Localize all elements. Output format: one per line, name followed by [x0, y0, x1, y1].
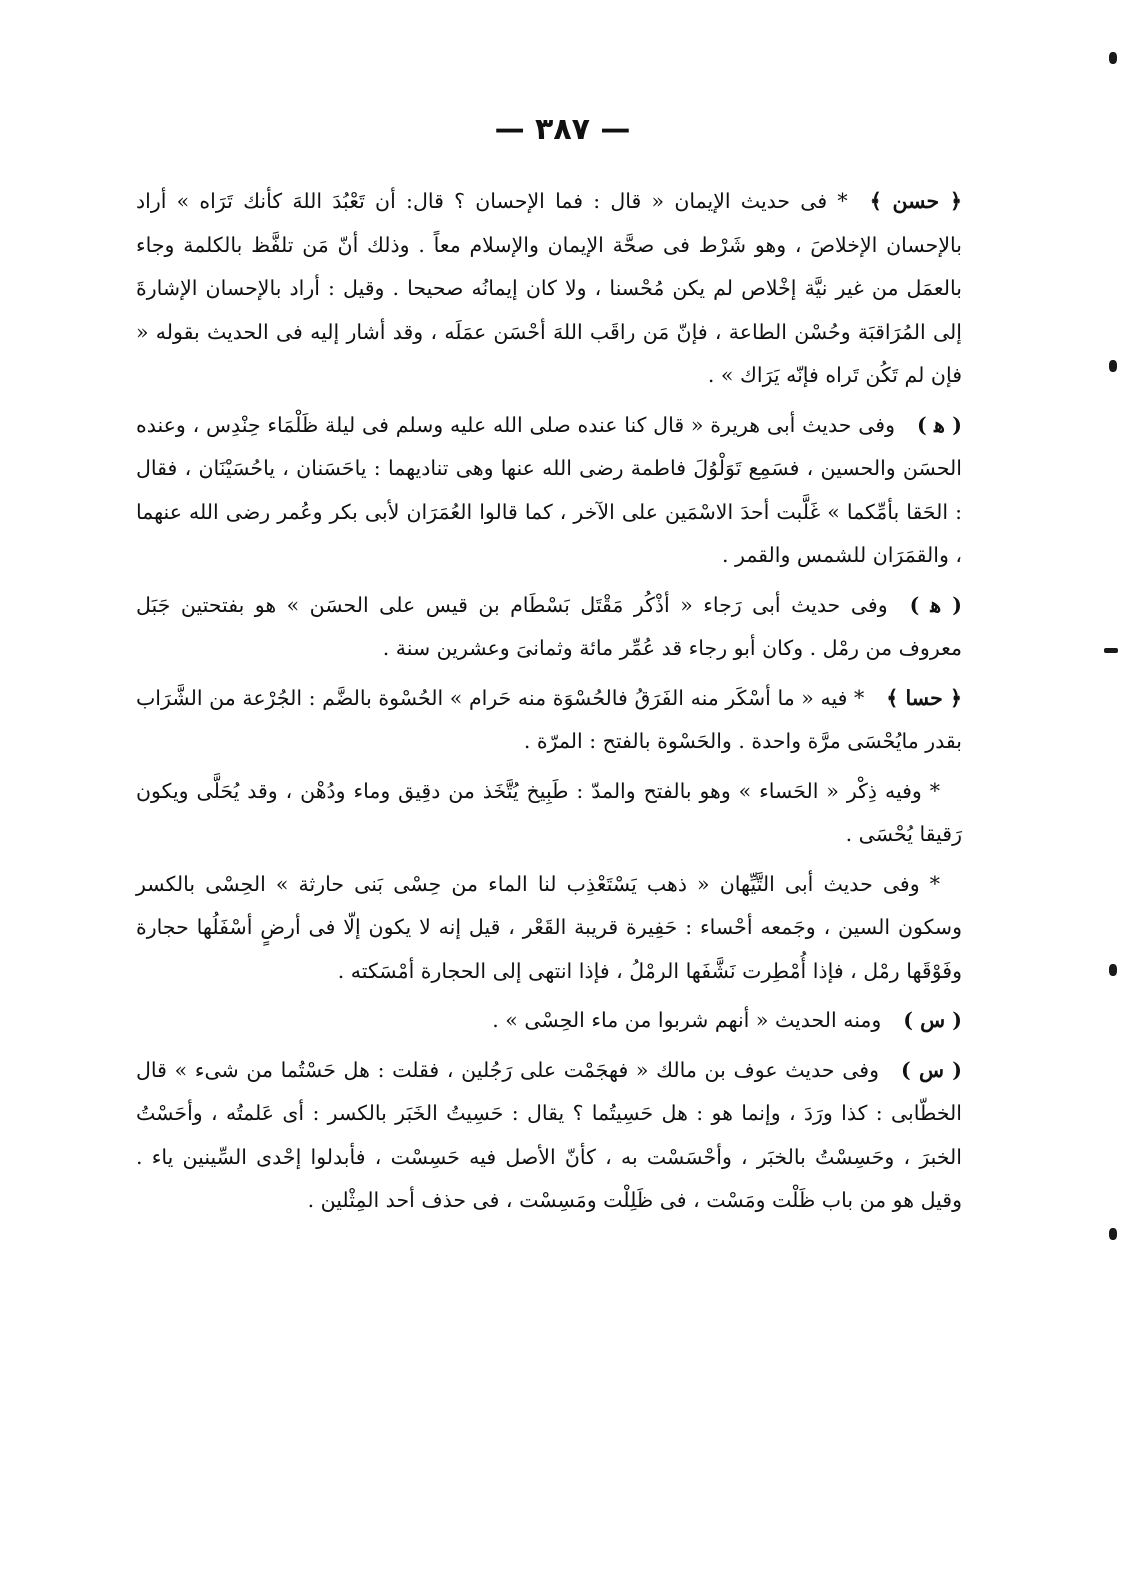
paragraph-text: وفى حديث عوف بن مالك « فهجَمْت على رَجُلين ، فقلت : هل حَسْتُما من شىء » قال الخطّابى : كذا ورَدَ ، وإنما هو : هل حَسِيتُما ؟ يقال : حَسِيتُ الخَبَر بالكسر : أى عَلمتُه ، وأحَسْتُ الخبرَ ، وحَسِسْتُ بالخبَر ، وأحْسَسْت به ، كأنّ الأصل فيه حَسِسْت ، فأبدلوا إحْدى السِّينين ياء . وقيل هو من باب ظَلْت ومَسْت ، فى ظَلِلْت ومَسِسْت ، فى حذف أحد المِثْلين . [136, 1057, 962, 1212]
scan-mark [1109, 52, 1117, 64]
scan-mark [1104, 648, 1118, 653]
paragraph [136, 180, 962, 398]
paragraph [136, 1049, 962, 1223]
scan-mark [1109, 1228, 1117, 1240]
entry-marker: ﴿ حسن ﴾ [869, 189, 962, 213]
entry-marker: ﴿ حسا ﴾ [886, 685, 962, 710]
paragraph [136, 999, 962, 1043]
paragraph-text: * فيه « ما أسْكَر منه الفَرَقُ فالحُسْوَة منه حَرام » الحُسْوة بالضَّم : الجُرْعة من الشَّرَاب بقدر مايُحْسَى مرَّة واحدة . والحَسْوة بالفتح : المرّة . [136, 685, 962, 753]
body-text [136, 180, 962, 1229]
paragraph-text: * فى حديث الإيمان « قال : فما الإحسان ؟ قال: أن تَعْبُدَ اللهَ كأنك تَرَاه » أراد بالإحسان الإخلاصَ ، وهو شَرْط فى صحَّة الإيمان والإسلام معاً . وذلك أنّ مَن تلفَّظ بالكلمة وجاء بالعمَل من غير نيَّة إخْلاص لم يكن مُحْسنا ، ولا كان إيمانُه صحيحا . وقيل : أراد بالإحسان الإشارةَ إلى المُرَاقبَة وحُسْن الطاعة ، فإنّ مَن راقَب اللهَ أحْسَن عمَلَه ، وقد أشار إليه فى الحديث بقوله « فإن لم تَكُن تَراه فإنّه يَرَاك » . [136, 189, 962, 387]
paragraph-text: وفى حديث أبى هريرة « قال كنا عنده صلى الله عليه وسلم فى ليلة ظَلْمَاء حِنْدِس ، وعنده الحسَن والحسين ، فسَمِع تَوَلْوُلَ فاطمة رضى الله عنها وهى تناديهما : ياحَسَنان ، ياحُسَيْنَان ، فقال : الحَقا بأمِّكما » غَلَّبت أحدَ الاسْمَين على الآخر ، كما قالوا العُمَرَان لأبى بكر وعُمر رضى الله عنهما ، والقمَرَان للشمس والقمر . [136, 412, 962, 567]
paragraph-text: * وفى حديث أبى التَّيِّهان « ذهب يَسْتَعْذِب لنا الماء من حِسْى بَنى حارثة » الحِسْى بالكسر وسكون السين ، وجَمعه أحْساء : حَفِيرة قريبة القَعْر ، قيل إنه لا يكون إلّا فى أرضٍ أسْفَلُها حجارة وفَوْقَها رمْل ، فإذا أُمْطِرت نَشَّفَها الرمْلُ ، فإذا انتهى إلى الحجارة أمْسَكته . [136, 871, 962, 983]
paragraph [136, 404, 962, 578]
paragraph-text: ومنه الحديث « أنهم شربوا من ماء الحِسْى » . [492, 1008, 882, 1032]
page-number: — ٣٨٧ — [494, 112, 631, 147]
entry-marker: ( س ) [903, 1008, 962, 1032]
entry-marker: ( ﻫ ) [916, 412, 962, 437]
paragraph-text: وفى حديث أبى رَجاء « أذْكُر مَقْتَل بَسْطَام بن قيس على الحسَن » هو بفتحتين جَبَل معروف من رمْل . وكان أبو رجاء قد عُمِّر مائة وثمانىَ وعشرين سنة . [136, 592, 962, 660]
entry-marker: ( ﻫ ) [909, 592, 963, 617]
paragraph [136, 677, 962, 764]
scan-mark [1109, 964, 1117, 976]
paragraph [136, 584, 962, 671]
paragraph-text: * وفيه ذِكْر « الحَساء » وهو بالفتح والمدّ : طَبِيخ يُتَّخَذ من دقِيق وماء ودُهْن ، وقد يُحَلَّى ويكون رَقيقا يُحْسَى . [136, 778, 962, 846]
paragraph [136, 770, 962, 857]
scan-mark [1109, 360, 1117, 372]
paragraph [136, 863, 962, 994]
entry-marker: ( س ) [901, 1057, 963, 1082]
